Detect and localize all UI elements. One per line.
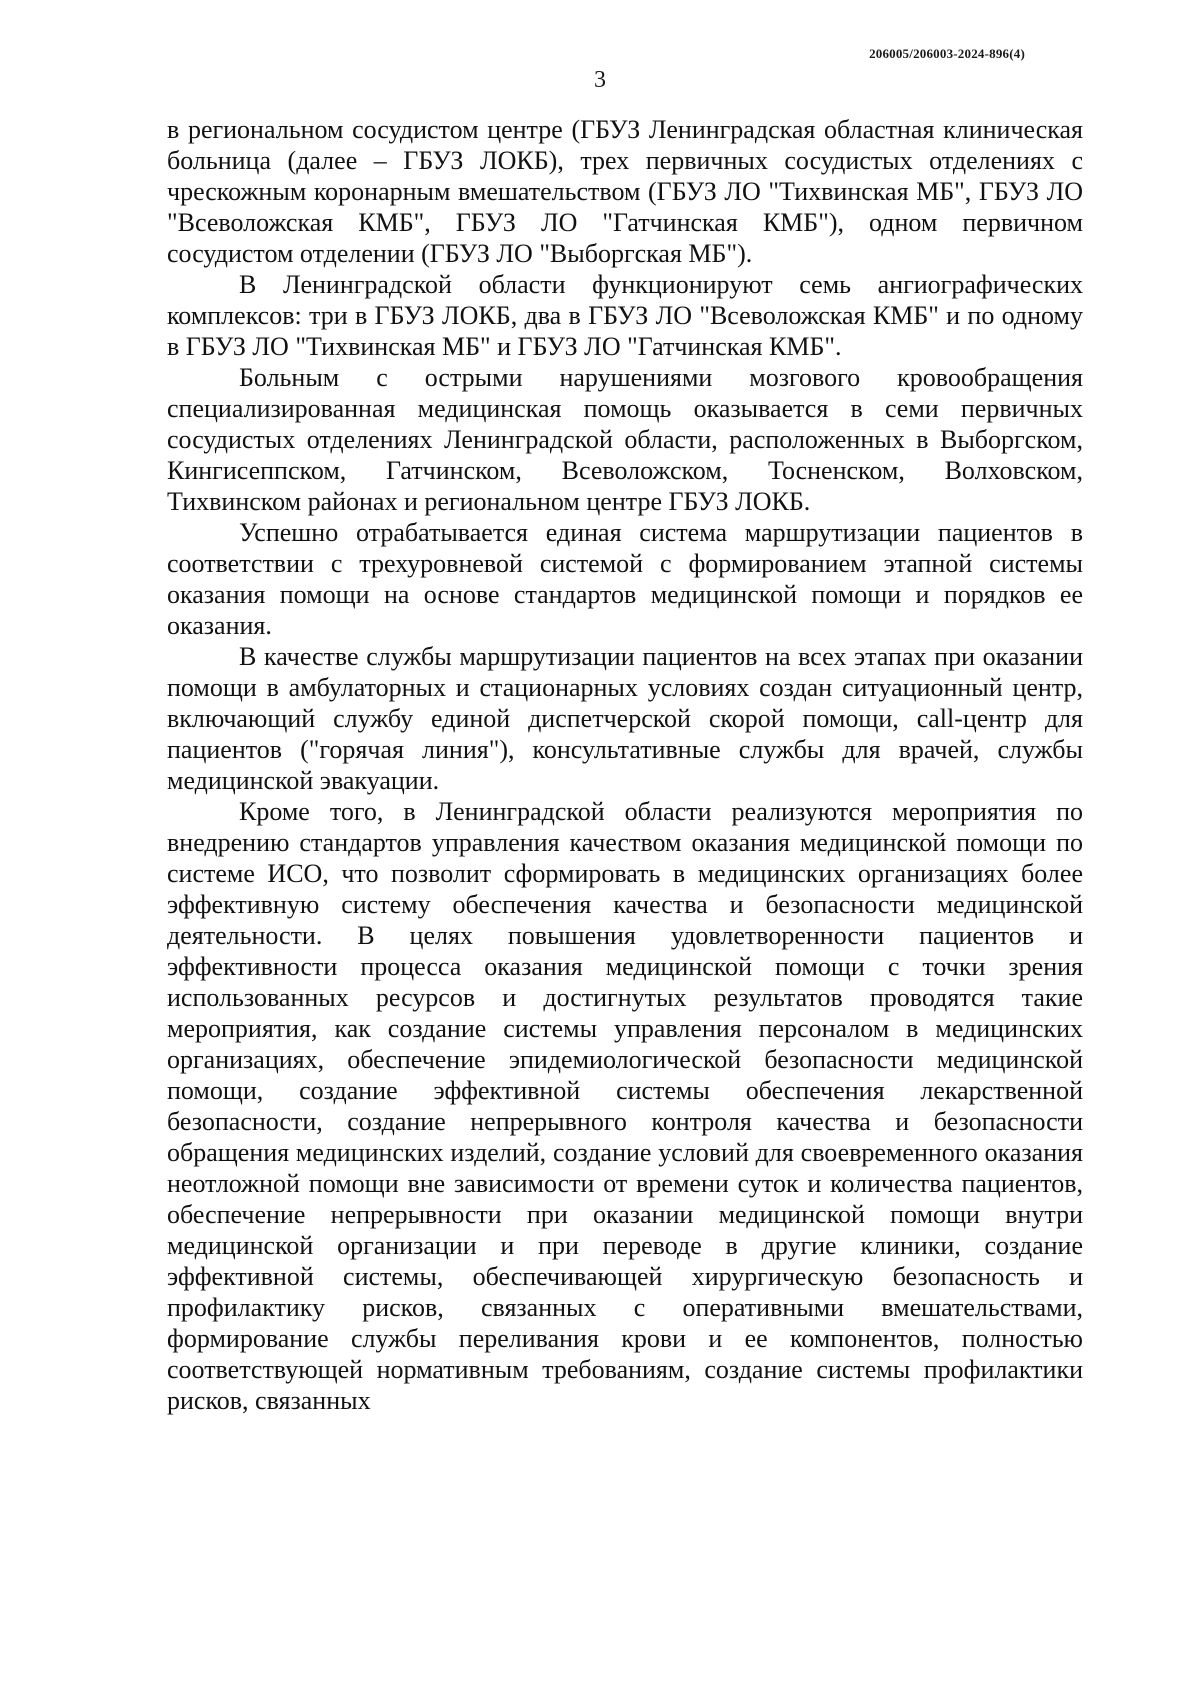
paragraph-patient-routing-system: Успешно отрабатывается единая система маршрутизации пациентов в соответствии с трехуровневой системой с формированием этапной системы оказания помощи на основе стандартов медицинской помощи и порядков ее оказания. bbox=[167, 518, 1083, 640]
paragraph-stroke-care: Больным с острыми нарушениями мозгового кровообращения специализированная медицинская помощь оказывается в семи первичных сосудистых отделениях Ленинградской области, расположенных в Выборгском, Кингисеппском, Гатчинском, Всеволожском, Тосненском, Волховском, Тихвинском районах и региональном центре ГБУЗ ЛОКБ. bbox=[167, 363, 1083, 516]
document-body bbox=[167, 114, 1083, 1416]
paragraph-angiographic-complexes: В Ленинградской области функционируют семь ангиографических комплексов: три в ГБУЗ ЛОКБ, два в ГБУЗ ЛО "Всеволожская КМБ" и по одному в ГБУЗ ЛО "Тихвинская МБ" и ГБУЗ ЛО "Гатчинская КМБ". bbox=[167, 270, 1083, 361]
paragraph-quality-management: Кроме того, в Ленинградской области реализуются мероприятия по внедрению стандартов управления качеством оказания медицинской помощи по системе ИСО, что позволит сформировать в медицинских организациях более эффективную систему обеспечения качества и безопасности медицинской деятельности. В целях повышения удовлетворенности пациентов и эффективности процесса оказания медицинской помощи с точки зрения использованных ресурсов и достигнутых результатов проводятся такие мероприятия, как создание системы управления персоналом в медицинских организациях, обеспечение эпидемиологической безопасности медицинской помощи, создание эффективной системы обеспечения лекарственной безопасности, создание непрерывного контроля качества и безопасности обращения медицинских изделий, создание условий для своевременного оказания неотложной помощи вне зависимости от времени суток и количества пациентов, обеспечение непрерывности при оказании медицинской помощи внутри медицинской организации и при переводе в другие клиники, создание эффективной системы, обеспечивающей хирургическую безопасность и профилактику рисков, связанных с оперативными вмешательствами, формирование службы переливания крови и ее компонентов, полностью соответствующей нормативным требованиям, создание системы профилактики рисков, связанных bbox=[167, 797, 1083, 1415]
document-registration-number: 206005/206003-2024-896(4) bbox=[869, 46, 1025, 61]
page-number: 3 bbox=[594, 67, 606, 93]
paragraph-situation-center: В качестве службы маршрутизации пациентов на всех этапах при оказании помощи в амбулаторных и стационарных условиях создан ситуационный центр, включающий службу единой диспетчерской скорой помощи, call-центр для пациентов ("горячая линия"), консультативные службы для врачей, службы медицинской эвакуации. bbox=[167, 642, 1083, 795]
paragraph-regional-vascular-center: в региональном сосудистом центре (ГБУЗ Ленинградская областная клиническая больница (далее – ГБУЗ ЛОКБ), трех первичных сосудистых отделениях с чрескожным коронарным вмешательством (ГБУЗ ЛО "Тихвинская МБ", ГБУЗ ЛО "Всеволожская КМБ", ГБУЗ ЛО "Гатчинская КМБ"), одном первичном сосудистом отделении (ГБУЗ ЛО "Выборгская МБ"). bbox=[167, 115, 1083, 268]
